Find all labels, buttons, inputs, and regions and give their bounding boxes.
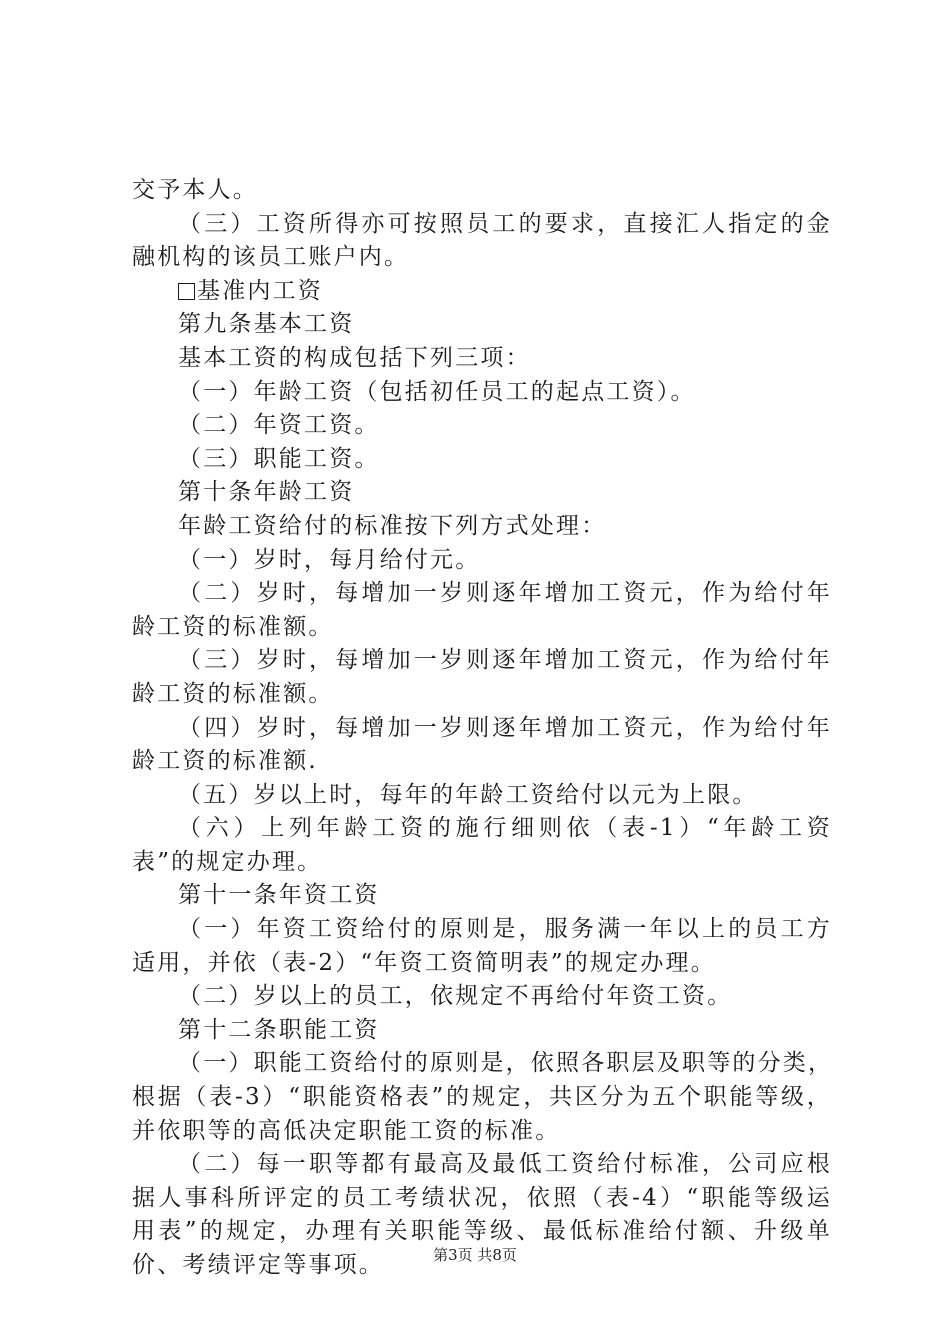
- list-item: （四）岁时，每增加一岁则逐年增加工资元，作为给付年: [178, 714, 832, 741]
- list-item: （一）年龄工资（包括初任员工的起点工资）。: [178, 378, 696, 405]
- text-line: 表”的规定办理。: [132, 848, 323, 875]
- document-body: [132, 174, 832, 1283]
- list-item: （五）岁以上时，每年的年龄工资给付以元为上限。: [178, 781, 758, 808]
- article-heading: 第十条年龄工资: [178, 479, 355, 506]
- list-item: （二）年资工资。: [178, 412, 380, 439]
- list-item: （二）每一职等都有最高及最低工资给付标准，公司应根: [178, 1151, 832, 1178]
- text-line: 基本工资的构成包括下列三项：: [178, 344, 531, 371]
- page-number: 第3页 共8页: [433, 1246, 517, 1264]
- list-item: （一）年资工资给付的原则是，服务满一年以上的员工方: [178, 916, 832, 943]
- text-line: 融机构的该员工账户内。: [132, 244, 410, 271]
- article-heading: 第九条基本工资: [178, 311, 355, 338]
- list-item: （三）岁时，每增加一岁则逐年增加工资元，作为给付年: [178, 647, 832, 674]
- text-line: 并依职等的高低决定职能工资的标准。: [132, 1117, 561, 1144]
- list-item: （三）职能工资。: [178, 445, 380, 472]
- article-heading: 第十一条年资工资: [178, 882, 380, 909]
- section-heading-line: [132, 275, 832, 309]
- list-item: （一）岁时，每月给付元。: [178, 546, 481, 573]
- section-heading: 基准内工资: [197, 277, 323, 304]
- text-line: 龄工资的标准额.: [132, 748, 318, 775]
- text-line: 价、考绩评定等事项。: [132, 1252, 384, 1278]
- text-line: 据人事科所评定的员工考绩状况，依照（表-4）“职能等级运: [132, 1184, 832, 1211]
- article-heading: 第十二条职能工资: [178, 1016, 380, 1043]
- text-line: 龄工资的标准额。: [132, 680, 334, 707]
- text-line: 根据（表-3）“职能资格表”的规定，共区分为五个职能等级，: [132, 1084, 832, 1111]
- checkbox-icon: [178, 283, 195, 300]
- list-item: （二）岁时，每增加一岁则逐年增加工资元，作为给付年: [178, 580, 832, 607]
- list-item: （六）上列年龄工资的施行细则依（表-1）“年龄工资: [178, 815, 832, 842]
- list-item: （二）岁以上的员工，依规定不再给付年资工资。: [178, 983, 733, 1010]
- text-line: 龄工资的标准额。: [132, 613, 334, 640]
- text-line: 适用，并依（表-2）“年资工资简明表”的规定办理。: [132, 949, 716, 976]
- list-item: （一）职能工资给付的原则是，依照各职层及职等的分类，: [178, 1050, 834, 1077]
- text-line: 用表”的规定，办理有关职能等级、最低标准给付额、升级单: [132, 1218, 832, 1245]
- text-line: 年龄工资给付的标准按下列方式处理：: [178, 512, 607, 539]
- text-line: （三）工资所得亦可按照员工的要求，直接汇人指定的金: [178, 210, 832, 237]
- text-line: 交予本人。: [132, 177, 258, 203]
